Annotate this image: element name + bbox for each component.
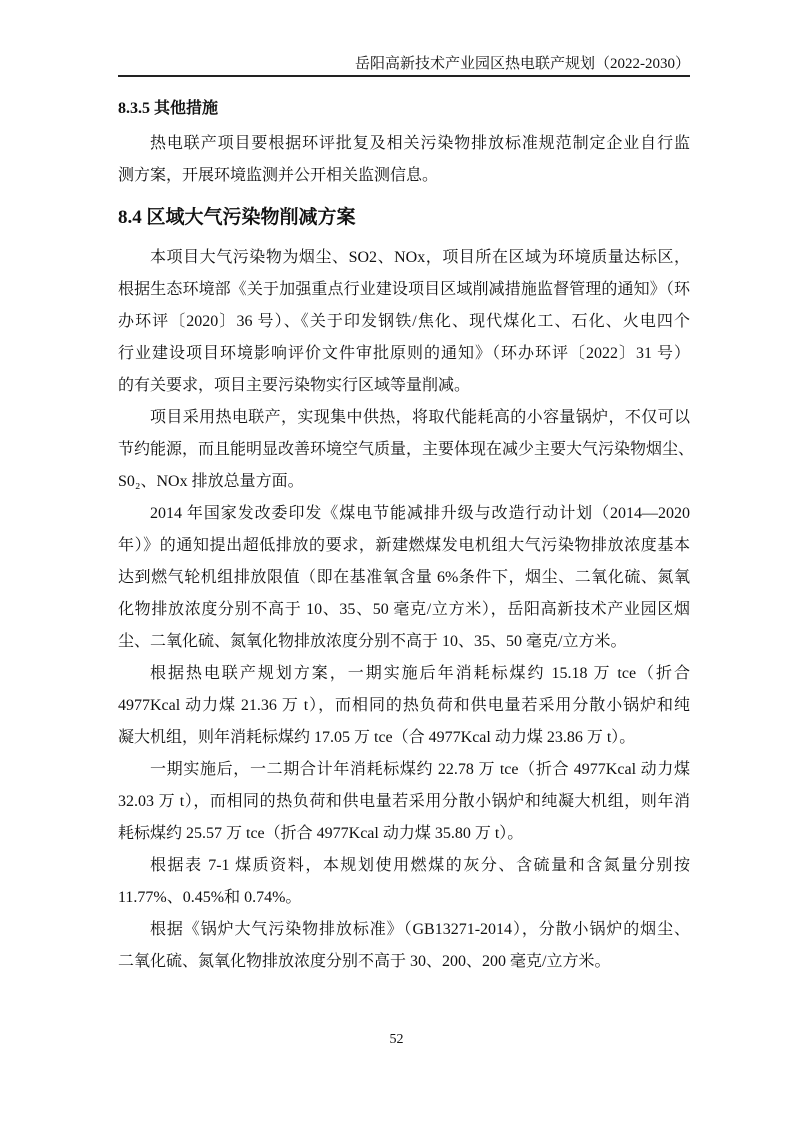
text-line: 达到燃气轮机组排放限值（即在基准氧含量 6%条件下，烟尘、二氧化硫、氮氧 <box>118 569 690 586</box>
paragraph <box>118 402 695 498</box>
text-line: 耗标煤约 25.57 万 tce（折合 4977Kcal 动力煤 35.80 万 t）。 <box>118 825 524 842</box>
text-line: 项目采用热电联产，实现集中供热，将取代能耗高的小容量锅炉，不仅可以 <box>150 409 690 426</box>
text-line: 根据表 7-1 煤质资料，本规划使用燃煤的灰分、含硫量和含氮量分别按 <box>150 857 690 874</box>
text-line: S0₂、NOx 排放总量方面。 <box>118 473 304 490</box>
text-line: 年）》的通知提出超低排放的要求，新建燃煤发电机组大气污染物排放浓度基本 <box>118 537 690 554</box>
text-line: 2014 年国家发改委印发《煤电节能减排升级与改造行动计划（2014—2020 <box>150 505 690 522</box>
text-line: 热电联产项目要根据环评批复及相关污染物排放标准规范制定企业自行监 <box>150 135 690 152</box>
paragraph <box>118 754 690 850</box>
text-line: 根据热电联产规划方案，一期实施后年消耗标煤约 15.18 万 tce（折合 <box>150 665 690 682</box>
text-line: 一期实施后，一二期合计年消耗标煤约 22.78 万 tce（折合 4977Kcal 动力煤 <box>150 761 690 778</box>
text-line: 尘、二氧化硫、氮氧化物排放浓度分别不高于 10、35、50 毫克/立方米。 <box>118 633 627 650</box>
text-line: 4977Kcal 动力煤 21.36 万 t），而相同的热负荷和供电量若采用分散小锅炉和纯 <box>118 697 690 714</box>
text-line: 的有关要求，项目主要污染物实行区域等量削减。 <box>118 377 471 394</box>
paragraph <box>118 658 690 754</box>
text-line: 化物排放浓度分别不高于 10、35、50 毫克/立方米），岳阳高新技术产业园区烟 <box>118 601 690 618</box>
running-header: 岳阳高新技术产业园区热电联产规划（2022-2030） <box>355 56 690 72</box>
paragraph <box>118 498 690 658</box>
text-line: 行业建设项目环境影响评价文件审批原则的通知》（环办环评〔2022〕31 号） <box>118 345 690 362</box>
section-heading: 8.3.5 其他措施 <box>118 100 219 117</box>
text-line: 本项目大气污染物为烟尘、SO2、NOx，项目所在区域为环境质量达标区， <box>150 249 690 266</box>
section-heading: 8.4 区域大气污染物削减方案 <box>118 207 356 228</box>
paragraph <box>118 850 690 914</box>
text-line: 根据《锅炉大气污染物排放标准》（GB13271-2014），分散小锅炉的烟尘、 <box>150 921 690 938</box>
text-line: 二氧化硫、氮氧化物排放浓度分别不高于 30、200、200 毫克/立方米。 <box>118 953 611 970</box>
header-rule <box>118 75 690 77</box>
page-number: 52 <box>389 1032 404 1047</box>
text-line: 根据生态环境部《关于加强重点行业建设项目区域削减措施监督管理的通知》（环 <box>118 281 690 298</box>
text-line: 32.03 万 t），而相同的热负荷和供电量若采用分散小锅炉和纯凝大机组，则年消 <box>118 793 690 810</box>
text-line: 11.77%、0.45%和 0.74%。 <box>118 889 302 906</box>
text-line: 凝大机组，则年消耗标煤约 17.05 万 tce（合 4977Kcal 动力煤 23.86 万 t）。 <box>118 729 636 746</box>
paragraph <box>118 128 690 192</box>
paragraph <box>118 242 690 402</box>
paragraph <box>118 914 690 978</box>
text-line: 节约能源，而且能明显改善环境空气质量，主要体现在减少主要大气污染物烟尘、 <box>118 441 695 458</box>
text-line: 测方案，开展环境监测并公开相关监测信息。 <box>118 167 439 184</box>
text-line: 办环评〔2020〕36 号）、《关于印发钢铁/焦化、现代煤化工、石化、火电四个 <box>118 313 690 330</box>
document-body <box>118 92 695 978</box>
